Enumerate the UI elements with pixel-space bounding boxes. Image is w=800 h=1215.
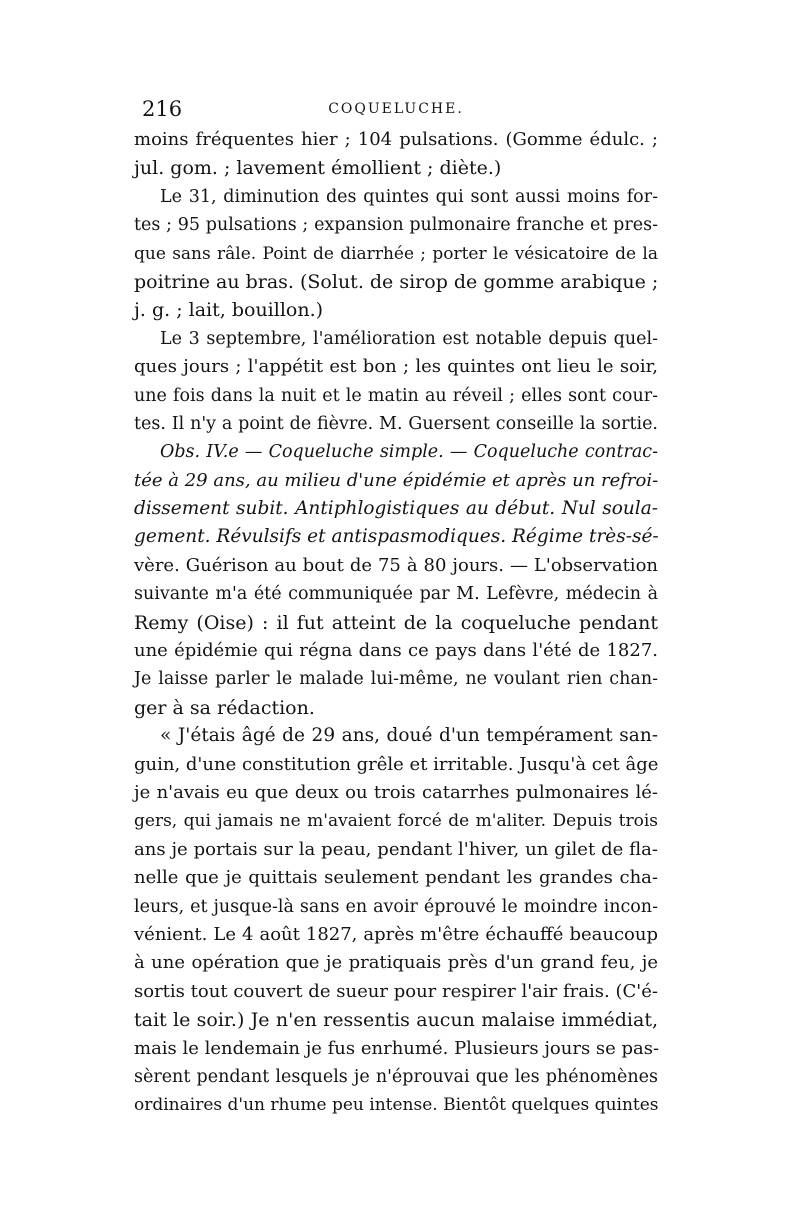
text-line: une épidémie qui régna dans ce pays dans l'été de 1827. [134, 640, 658, 662]
text-line: « J'étais âgé de 29 ans, doué d'un tempérament san- [160, 725, 658, 747]
text-line: dissement subit. Antiphlogistiques au début. Nul soula- [134, 498, 658, 520]
text-line: Obs. IV.e — Coqueluche simple. — Coqueluche contrac- [160, 442, 658, 463]
text-line: que sans râle. Point de diarrhée ; porter le vésicatoire de la [134, 243, 658, 264]
running-title: COQUELUCHE. [328, 101, 464, 117]
text-line: Remy (Oise) : il fut atteint de la coqueluche pendant [134, 611, 658, 634]
text-line: gement. Révulsifs et antispasmodiques. Régime très-sé- [134, 526, 659, 548]
body-text [134, 126, 658, 1120]
text-line: Je laisse parler le malade lui-même, ne voulant rien chan- [134, 669, 658, 690]
text-line: tée à 29 ans, au milieu d'une épidémie et après un refroi- [134, 469, 659, 491]
text-line: leurs, et jusque-là sans en avoir éprouvé le moindre incon- [134, 896, 658, 917]
text-line: suivante m'a été communiquée par M. Lefèvre, médecin à [134, 584, 658, 605]
page-number: 216 [142, 97, 183, 121]
text-line: guin, d'une constitution grêle et irritable. Jusqu'à cet âge [134, 753, 659, 775]
text-line: tes. Il n'y a point de fièvre. M. Guersent conseille la sortie. [134, 413, 658, 434]
text-line: sèrent pendant lesquels je n'éprouvai que les phénomènes [134, 1066, 658, 1087]
text-line: jul. gom. ; lavement émollient ; diète.) [134, 157, 502, 180]
text-line: poitrine au bras. (Solut. de sirop de gomme arabique ; [134, 270, 659, 293]
text-line: nelle que je quittais seulement pendant les grandes cha- [134, 867, 658, 889]
text-line: tait le soir.) Je n'en ressentis aucun malaise immédiat, [134, 1009, 658, 1032]
text-line: moins fréquentes hier ; 104 pulsations. (Gomme édulc. ; [134, 129, 658, 150]
text-line: ordinaires d'un rhume peu intense. Bientôt quelques quintes [134, 1095, 659, 1116]
text-line: ans je portais sur la peau, pendant l'hiver, un gilet de fla- [134, 838, 658, 860]
text-line: ques jours ; l'appétit est bon ; les quintes ont lieu le soir, [134, 356, 658, 378]
text-line: mais le lendemain je fus enrhumé. Plusieurs jours se pas- [134, 1037, 660, 1059]
text-line: Le 3 septembre, l'amélioration est notable depuis quel- [160, 328, 658, 349]
text-line: à une opération que je pratiquais près d'un grand feu, je [134, 952, 658, 974]
running-head [134, 96, 658, 122]
text-line: je n'avais eu que deux ou trois catarrhes pulmonaires lé- [134, 781, 658, 803]
text-line: vère. Guérison au bout de 75 à 80 jours. — L'observation [134, 554, 658, 576]
text-line: vénient. Le 4 août 1827, après m'être échauffé beaucoup [134, 923, 658, 945]
text-line: sortis tout couvert de sueur pour respirer l'air frais. (C'é- [134, 980, 658, 1002]
text-line: gers, qui jamais ne m'avaient forcé de m'aliter. Depuis trois [134, 811, 658, 832]
text-line: j. g. ; lait, bouillon.) [134, 299, 324, 322]
text-line: Le 31, diminution des quintes qui sont aussi moins for- [160, 186, 658, 207]
text-line: tes ; 95 pulsations ; expansion pulmonaire franche et pres- [134, 215, 658, 236]
text-line: une fois dans la nuit et le matin au réveil ; elles sont cour- [134, 385, 658, 406]
text-line: ger à sa rédaction. [134, 696, 315, 719]
